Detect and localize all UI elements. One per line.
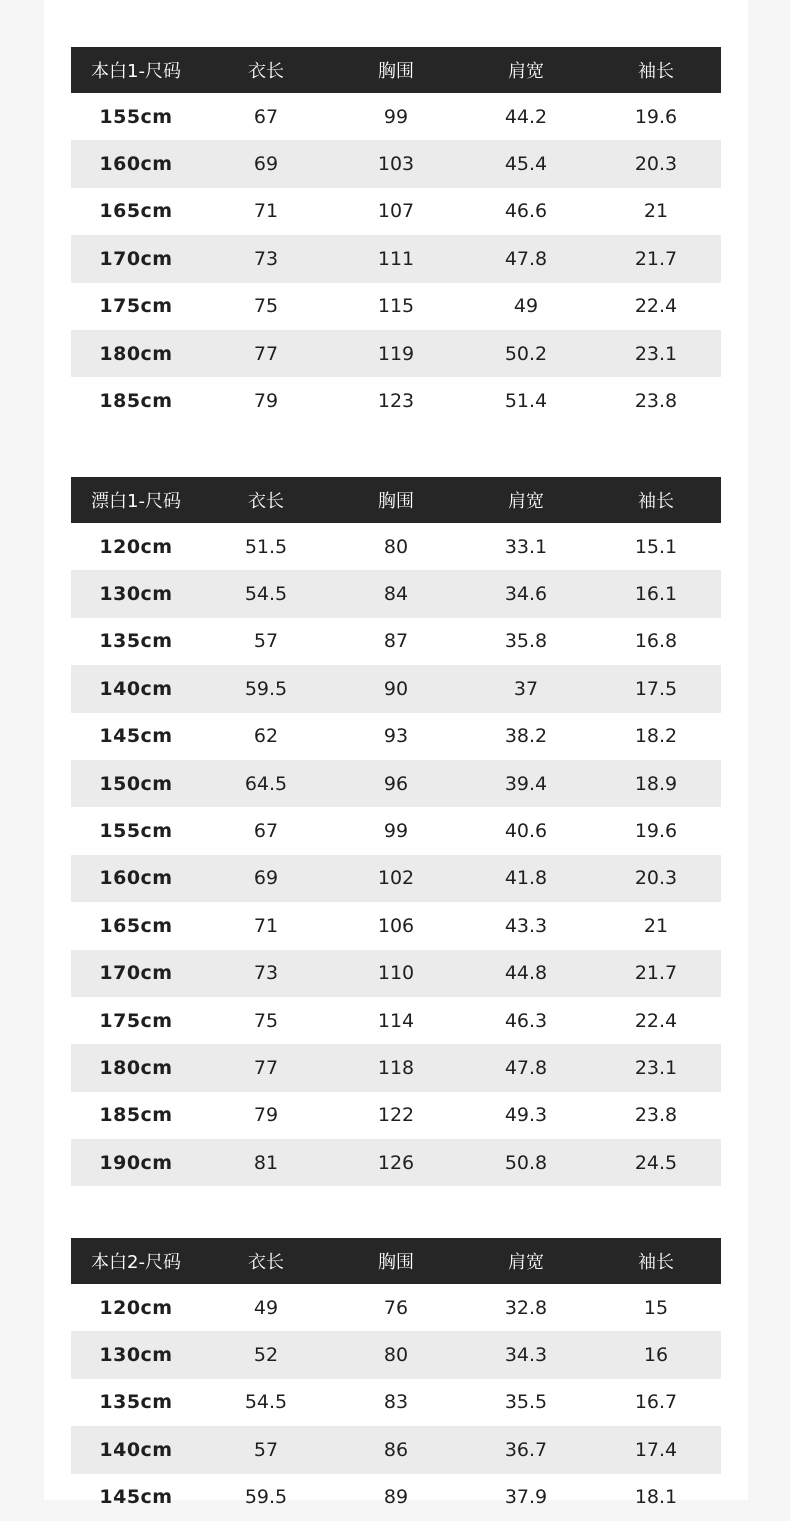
measurement-cell: 75 xyxy=(253,295,279,318)
measurement-column-header: 肩宽 xyxy=(461,477,591,523)
size-cell: 155cm xyxy=(99,105,173,128)
measurement-cell: 57 xyxy=(253,630,279,653)
size-cell: 135cm xyxy=(99,1391,173,1414)
size-cell: 140cm xyxy=(71,1426,201,1473)
measurement-cell: 119 xyxy=(331,330,461,377)
size-cell: 130cm xyxy=(71,1331,201,1378)
table-row xyxy=(71,140,721,187)
size-cell: 180cm xyxy=(71,330,201,377)
measurement-cell: 111 xyxy=(331,235,461,282)
measurement-cell: 44.8 xyxy=(461,950,591,997)
measurement-cell: 87 xyxy=(383,630,409,653)
size-cell: 175cm xyxy=(99,295,173,318)
measurement-cell: 41.8 xyxy=(461,855,591,902)
measurement-cell: 22.4 xyxy=(634,295,678,318)
table-row xyxy=(71,93,721,140)
size-column-header: 漂白1-尺码 xyxy=(71,477,201,523)
size-cell: 120cm xyxy=(99,535,173,558)
measurement-cell: 23.1 xyxy=(591,330,721,377)
table-row xyxy=(71,1284,721,1331)
table-row xyxy=(71,235,721,282)
measurement-cell: 96 xyxy=(331,760,461,807)
size-cell: 185cm xyxy=(99,390,173,413)
measurement-cell: 77 xyxy=(201,330,331,377)
measurement-cell: 33.1 xyxy=(504,535,548,558)
measurement-cell: 69 xyxy=(201,140,331,187)
measurement-cell: 36.7 xyxy=(461,1426,591,1473)
measurement-cell: 114 xyxy=(377,1009,415,1032)
measurement-cell: 71 xyxy=(253,914,279,937)
table-row xyxy=(71,807,721,854)
table-row xyxy=(71,1474,721,1521)
measurement-cell: 49.3 xyxy=(504,1104,548,1127)
measurement-cell: 89 xyxy=(383,1486,409,1509)
measurement-cell: 49 xyxy=(253,1296,279,1319)
measurement-cell: 19.6 xyxy=(634,105,678,128)
measurement-cell: 73 xyxy=(201,950,331,997)
measurement-cell: 23.1 xyxy=(591,1044,721,1091)
measurement-cell: 86 xyxy=(331,1426,461,1473)
measurement-cell: 110 xyxy=(331,950,461,997)
measurement-cell: 19.6 xyxy=(634,820,678,843)
measurement-cell: 34.6 xyxy=(461,570,591,617)
measurement-cell: 37.9 xyxy=(504,1486,548,1509)
size-table-1 xyxy=(71,47,721,425)
measurement-column-header: 肩宽 xyxy=(461,1238,591,1284)
size-cell: 165cm xyxy=(99,914,173,937)
measurement-cell: 32.8 xyxy=(504,1296,548,1319)
measurement-cell: 57 xyxy=(201,1426,331,1473)
measurement-cell: 20.3 xyxy=(591,855,721,902)
measurement-cell: 21.7 xyxy=(591,950,721,997)
measurement-column-header: 胸围 xyxy=(331,1238,461,1284)
measurement-cell: 16 xyxy=(591,1331,721,1378)
measurement-cell: 50.2 xyxy=(461,330,591,377)
table-row xyxy=(71,618,721,665)
measurement-cell: 123 xyxy=(377,390,415,413)
table-header-row xyxy=(71,1238,721,1284)
table-row xyxy=(71,523,721,570)
measurement-cell: 52 xyxy=(201,1331,331,1378)
table-row xyxy=(71,570,721,617)
measurement-cell: 46.3 xyxy=(504,1009,548,1032)
measurement-column-header: 袖长 xyxy=(591,47,721,93)
table-row xyxy=(71,997,721,1044)
size-cell: 170cm xyxy=(71,950,201,997)
measurement-column-header: 衣长 xyxy=(201,477,331,523)
measurement-column-header: 衣长 xyxy=(201,1238,331,1284)
measurement-cell: 24.5 xyxy=(591,1139,721,1186)
size-cell: 130cm xyxy=(71,570,201,617)
measurement-cell: 18.1 xyxy=(634,1486,678,1509)
measurement-cell: 20.3 xyxy=(591,140,721,187)
measurement-cell: 122 xyxy=(377,1104,415,1127)
measurement-cell: 75 xyxy=(253,1009,279,1032)
table-row xyxy=(71,1044,721,1091)
measurement-cell: 17.5 xyxy=(591,665,721,712)
measurement-cell: 67 xyxy=(253,820,279,843)
measurement-cell: 64.5 xyxy=(201,760,331,807)
size-cell: 170cm xyxy=(71,235,201,282)
size-table-2 xyxy=(71,477,721,1186)
measurement-cell: 46.6 xyxy=(504,200,548,223)
measurement-cell: 50.8 xyxy=(461,1139,591,1186)
table-row xyxy=(71,377,721,424)
measurement-cell: 21 xyxy=(643,200,669,223)
size-cell: 145cm xyxy=(99,725,173,748)
measurement-cell: 107 xyxy=(377,200,415,223)
measurement-cell: 54.5 xyxy=(201,570,331,617)
size-cell: 150cm xyxy=(71,760,201,807)
measurement-cell: 59.5 xyxy=(244,1486,288,1509)
measurement-cell: 126 xyxy=(331,1139,461,1186)
size-cell: 160cm xyxy=(71,140,201,187)
measurement-cell: 79 xyxy=(253,390,279,413)
size-cell: 140cm xyxy=(71,665,201,712)
measurement-cell: 35.5 xyxy=(504,1391,548,1414)
measurement-cell: 76 xyxy=(383,1296,409,1319)
measurement-cell: 40.6 xyxy=(504,820,548,843)
measurement-cell: 67 xyxy=(253,105,279,128)
measurement-cell: 37 xyxy=(461,665,591,712)
measurement-cell: 51.4 xyxy=(504,390,548,413)
size-column-header: 本白1-尺码 xyxy=(71,47,201,93)
measurement-cell: 99 xyxy=(383,820,409,843)
size-cell: 165cm xyxy=(99,200,173,223)
size-cell: 175cm xyxy=(99,1009,173,1032)
measurement-cell: 102 xyxy=(331,855,461,902)
table-row xyxy=(71,188,721,235)
measurement-cell: 23.8 xyxy=(634,390,678,413)
measurement-cell: 15 xyxy=(643,1296,669,1319)
measurement-cell: 45.4 xyxy=(461,140,591,187)
measurement-cell: 93 xyxy=(383,725,409,748)
size-cell: 155cm xyxy=(99,820,173,843)
table-row xyxy=(71,1331,721,1378)
measurement-cell: 16.8 xyxy=(634,630,678,653)
measurement-cell: 90 xyxy=(331,665,461,712)
table-row xyxy=(71,283,721,330)
size-cell: 160cm xyxy=(71,855,201,902)
measurement-cell: 73 xyxy=(201,235,331,282)
measurement-cell: 15.1 xyxy=(634,535,678,558)
measurement-cell: 99 xyxy=(383,105,409,128)
measurement-cell: 115 xyxy=(377,295,415,318)
size-cell: 190cm xyxy=(71,1139,201,1186)
measurement-cell: 80 xyxy=(383,535,409,558)
measurement-cell: 34.3 xyxy=(461,1331,591,1378)
measurement-cell: 47.8 xyxy=(461,235,591,282)
measurement-cell: 71 xyxy=(253,200,279,223)
measurement-column-header: 胸围 xyxy=(331,47,461,93)
size-column-header: 本白2-尺码 xyxy=(71,1238,201,1284)
measurement-cell: 84 xyxy=(331,570,461,617)
measurement-cell: 103 xyxy=(331,140,461,187)
measurement-cell: 69 xyxy=(201,855,331,902)
measurement-cell: 83 xyxy=(383,1391,409,1414)
measurement-cell: 51.5 xyxy=(244,535,288,558)
table-row xyxy=(71,665,721,712)
measurement-cell: 80 xyxy=(331,1331,461,1378)
size-cell: 185cm xyxy=(99,1104,173,1127)
table-row xyxy=(71,760,721,807)
measurement-cell: 43.3 xyxy=(504,914,548,937)
size-cell: 145cm xyxy=(99,1486,173,1509)
measurement-cell: 18.9 xyxy=(591,760,721,807)
measurement-column-header: 衣长 xyxy=(201,47,331,93)
measurement-cell: 79 xyxy=(253,1104,279,1127)
size-cell: 135cm xyxy=(99,630,173,653)
table-row xyxy=(71,713,721,760)
table-row xyxy=(71,1139,721,1186)
measurement-cell: 16.7 xyxy=(634,1391,678,1414)
measurement-cell: 39.4 xyxy=(461,760,591,807)
measurement-column-header: 袖长 xyxy=(591,1238,721,1284)
table-row xyxy=(71,902,721,949)
measurement-cell: 16.1 xyxy=(591,570,721,617)
size-table-3 xyxy=(71,1238,721,1521)
table-row xyxy=(71,950,721,997)
table-header-row xyxy=(71,47,721,93)
measurement-cell: 47.8 xyxy=(461,1044,591,1091)
table-row xyxy=(71,1092,721,1139)
measurement-cell: 49 xyxy=(513,295,539,318)
measurement-cell: 81 xyxy=(201,1139,331,1186)
measurement-column-header: 肩宽 xyxy=(461,47,591,93)
measurement-cell: 38.2 xyxy=(504,725,548,748)
table-row xyxy=(71,330,721,377)
measurement-cell: 59.5 xyxy=(201,665,331,712)
measurement-cell: 106 xyxy=(377,914,415,937)
measurement-cell: 23.8 xyxy=(634,1104,678,1127)
measurement-cell: 21.7 xyxy=(591,235,721,282)
table-row xyxy=(71,855,721,902)
size-cell: 180cm xyxy=(71,1044,201,1091)
table-row xyxy=(71,1379,721,1426)
measurement-cell: 118 xyxy=(331,1044,461,1091)
measurement-cell: 54.5 xyxy=(244,1391,288,1414)
measurement-cell: 21 xyxy=(643,914,669,937)
measurement-column-header: 袖长 xyxy=(591,477,721,523)
measurement-cell: 62 xyxy=(253,725,279,748)
measurement-cell: 22.4 xyxy=(634,1009,678,1032)
size-cell: 120cm xyxy=(99,1296,173,1319)
measurement-cell: 17.4 xyxy=(591,1426,721,1473)
measurement-cell: 77 xyxy=(201,1044,331,1091)
measurement-cell: 35.8 xyxy=(504,630,548,653)
measurement-column-header: 胸围 xyxy=(331,477,461,523)
measurement-cell: 18.2 xyxy=(634,725,678,748)
table-row xyxy=(71,1426,721,1473)
table-header-row xyxy=(71,477,721,523)
measurement-cell: 44.2 xyxy=(504,105,548,128)
